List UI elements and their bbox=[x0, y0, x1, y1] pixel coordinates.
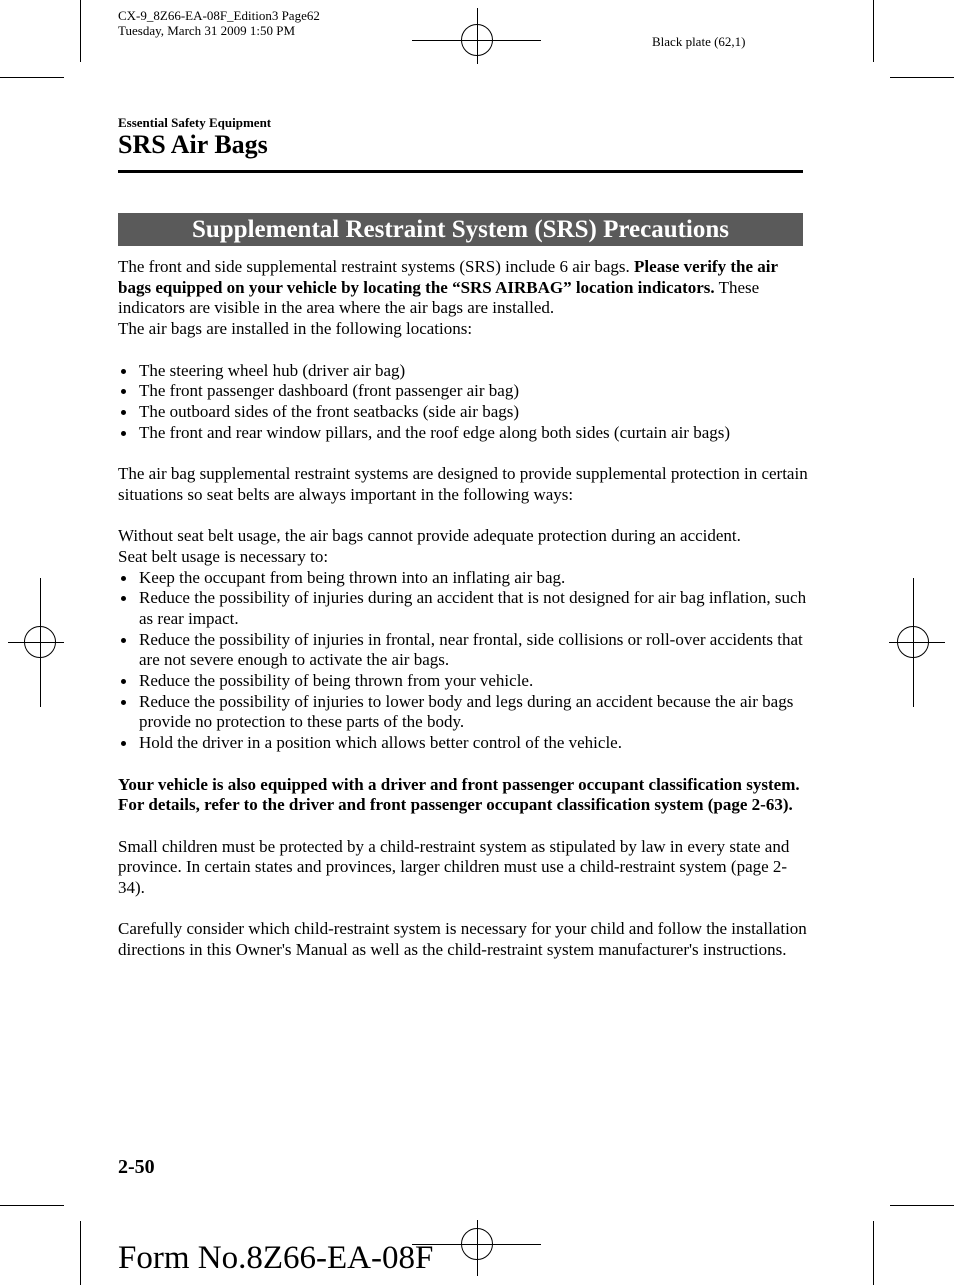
list-item-text: Reduce the possibility of injuries to lower body and legs during an accident because the air bags provide no protection to these parts of the body. bbox=[139, 691, 794, 732]
list-item bbox=[118, 381, 808, 402]
list-item bbox=[118, 692, 808, 733]
bullet-icon bbox=[121, 638, 126, 643]
list-item bbox=[118, 588, 808, 629]
page-number: 2-50 bbox=[118, 1156, 155, 1178]
bullet-icon bbox=[121, 389, 126, 394]
bullet-icon bbox=[121, 431, 126, 436]
title-rule bbox=[118, 170, 803, 173]
bullet-icon bbox=[121, 596, 126, 601]
supplemental-paragraph: The air bag supplemental restraint systems are designed to provide supplemental protection in certain situations so seat belts are always important in the following ways: bbox=[118, 464, 808, 504]
section-heading: Supplemental Restraint System (SRS) Precautions bbox=[118, 213, 803, 246]
section-label: Essential Safety Equipment bbox=[118, 115, 272, 130]
list-item-text: Hold the driver in a position which allows better control of the vehicle. bbox=[139, 733, 622, 753]
list-item bbox=[118, 671, 808, 692]
list-item-text: Reduce the possibility of being thrown from your vehicle. bbox=[139, 671, 534, 691]
list-item-text: The front and rear window pillars, and the roof edge along both sides (curtain air bags) bbox=[139, 422, 731, 442]
seatbelt-paragraph-line2: Seat belt usage is necessary to: bbox=[118, 546, 329, 566]
list-item bbox=[118, 630, 808, 671]
list-item bbox=[118, 402, 808, 423]
seatbelt-reasons-list bbox=[118, 568, 808, 754]
plate-label: Black plate (62,1) bbox=[652, 34, 746, 49]
children-paragraph: Small children must be protected by a child-restraint system as stipulated by law in every state and province. In certain states and provinces, larger children must use a child-restraint system (page 2-34). bbox=[118, 836, 790, 898]
body-content bbox=[118, 257, 808, 961]
file-info-line2: Tuesday, March 31 2009 1:50 PM bbox=[118, 23, 296, 38]
form-number: Form No.8Z66-EA-08F bbox=[118, 1240, 434, 1276]
bullet-icon bbox=[121, 369, 126, 374]
page-title: SRS Air Bags bbox=[118, 130, 268, 159]
consider-paragraph: Carefully consider which child-restraint system is necessary for your child and follow the installation directions in this Owner's Manual as well as the child-restraint system manufacturer's instructions. bbox=[118, 919, 807, 960]
bullet-icon bbox=[121, 741, 126, 746]
occupant-classification-paragraph: Your vehicle is also equipped with a driver and front passenger occupant classification system. For details, refer to the driver and front passenger occupant classification system (page 2-63). bbox=[118, 774, 800, 815]
bullet-icon bbox=[121, 576, 126, 581]
bullet-icon bbox=[121, 679, 126, 684]
list-item bbox=[118, 733, 808, 754]
list-item-text: The front passenger dashboard (front passenger air bag) bbox=[139, 381, 519, 401]
list-item-text: The steering wheel hub (driver air bag) bbox=[139, 360, 406, 380]
list-item-text: Reduce the possibility of injuries during an accident that is not designed for air bag inflation, such as rear impact. bbox=[139, 588, 807, 628]
list-item bbox=[118, 568, 808, 589]
bullet-icon bbox=[121, 700, 126, 705]
locations-intro: The air bags are installed in the following locations: bbox=[118, 319, 473, 339]
list-item bbox=[118, 361, 808, 382]
list-item-text: The outboard sides of the front seatbacks (side air bags) bbox=[139, 401, 520, 421]
bullet-icon bbox=[121, 410, 126, 415]
intro-text: The front and side supplemental restraint systems (SRS) include 6 air bags. bbox=[118, 257, 635, 276]
list-item-text: Keep the occupant from being thrown into an inflating air bag. bbox=[139, 567, 566, 587]
file-info bbox=[118, 8, 320, 38]
list-item bbox=[118, 423, 808, 444]
seatbelt-paragraph-line1: Without seat belt usage, the air bags cannot provide adequate protection during an accident. bbox=[118, 526, 741, 546]
list-item-text: Reduce the possibility of injuries in frontal, near frontal, side collisions or roll-over accidents that are not severe enough to activate the air bags. bbox=[139, 629, 803, 670]
intro-paragraph bbox=[118, 257, 808, 319]
intro-text-cont: These indicators are visible in the area where the air bags are installed. bbox=[118, 277, 760, 318]
airbag-locations-list bbox=[118, 361, 808, 444]
file-info-line1: CX-9_8Z66-EA-08F_Edition3 Page62 bbox=[118, 8, 320, 23]
intro-bold-text: Please verify the air bags equipped on your vehicle by locating the “SRS AIRBAG” location indicators. bbox=[118, 257, 778, 297]
